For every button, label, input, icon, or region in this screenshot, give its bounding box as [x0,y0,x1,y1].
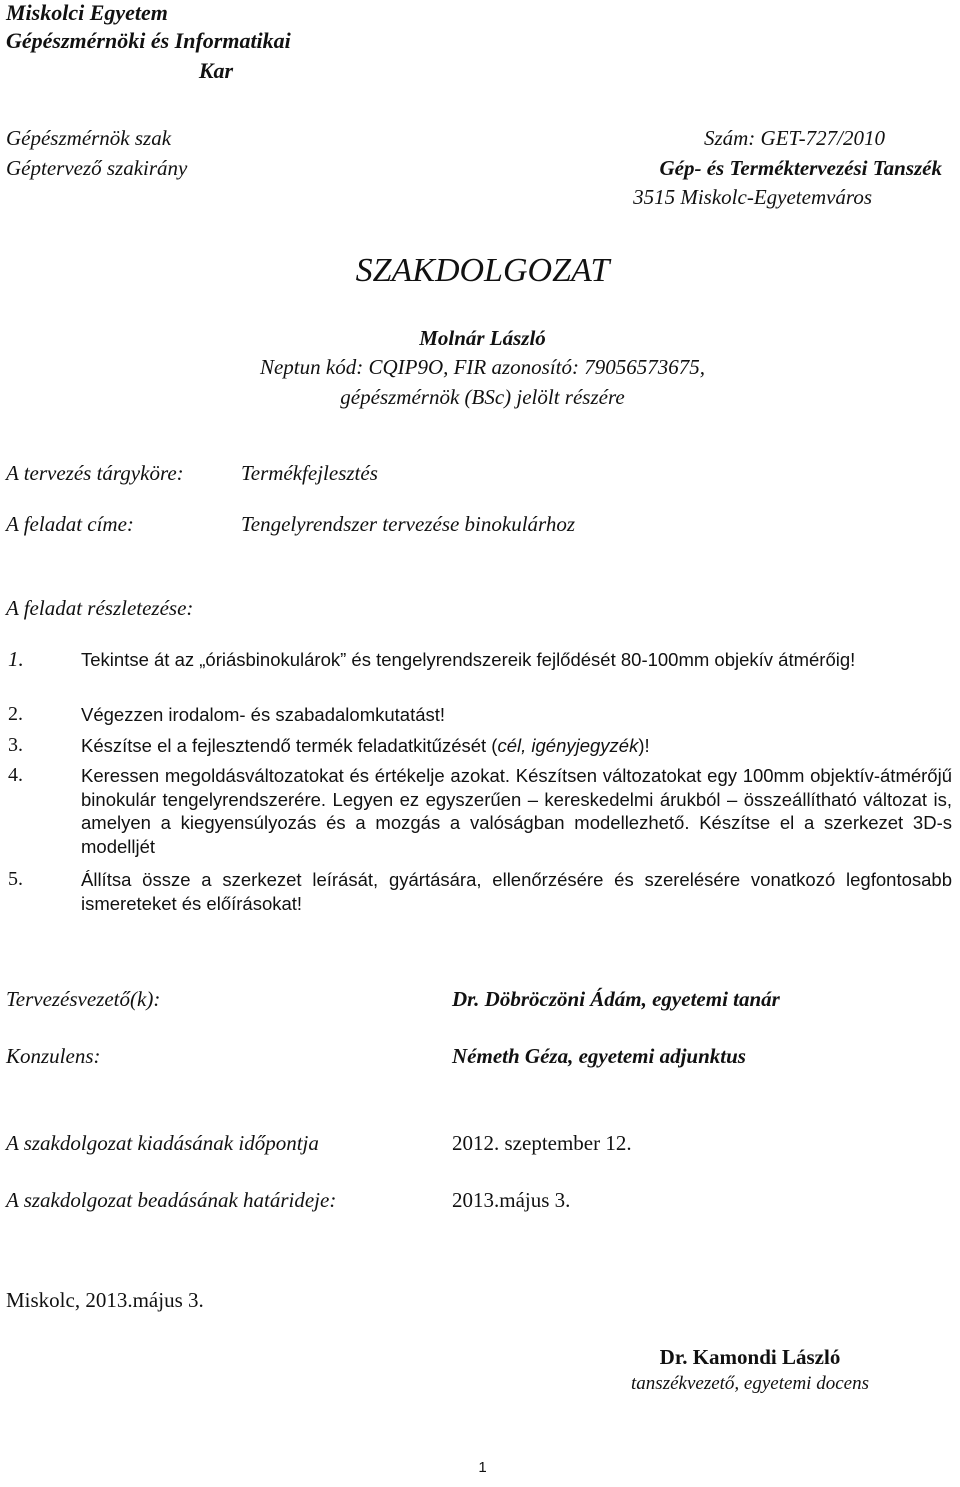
subject-value: Termékfejlesztés [241,461,378,485]
supervisor-label: Tervezésvezető(k): [6,987,161,1011]
student-name: Molnár László [419,326,546,350]
task-number: 2. [8,703,23,725]
signature-name: Dr. Kamondi László [659,1345,841,1369]
task-item [8,734,952,758]
task-title-value: Tengelyrendszer tervezése binokulárhoz [241,512,576,536]
department-name: Gép- és Terméktervezési Tanszék [659,156,942,180]
faculty-name-line1: Gépészmérnöki és Informatikai [6,28,291,53]
task-text: Állítsa össze a szerkezet leírását, gyártására, ellenőrzésére és szerelésére vonatkozó legfontosabb ismereteket és előírásokat! [81,869,952,914]
task-text-part: Készítse el a fejlesztendő termék feladatkitűzését ( [81,735,498,756]
due-date-value: 2013.május 3. [452,1188,571,1212]
task-item [8,703,952,727]
task-text: Tekintse át az „óriásbinokulárok” és tengelyrendszereik fejlődését 80-100mm objekív átmérőig! [81,649,856,670]
consultant-value: Németh Géza, egyetemi adjunktus [452,1044,746,1068]
page-title: SZAKDOLGOZAT [355,252,610,289]
document-number: Szám: GET-727/2010 [703,126,885,150]
supervisor-value: Dr. Döbröczöni Ádám, egyetemi tanár [452,987,780,1011]
task-text-italic: cél, igényjegyzék [497,735,639,756]
student-ids: Neptun kód: CQIP9O, FIR azonosító: 79056573675, [259,355,706,379]
student-role: gépészmérnök (BSc) jelölt részére [340,385,625,409]
task-number: 4. [8,764,23,786]
issue-date-label: A szakdolgozat kiadásának időpontja [6,1131,319,1155]
department-address: 3515 Miskolc-Egyetemváros [633,185,872,209]
due-date-label: A szakdolgozat beadásának határideje: [6,1188,337,1212]
place-date: Miskolc, 2013.május 3. [6,1288,204,1312]
task-number: 1. [8,647,24,671]
issue-date-value: 2012. szeptember 12. [452,1131,632,1155]
task-text [81,734,952,758]
task-item [8,868,952,915]
task-details-label: A feladat részletezése: [6,596,194,620]
program-name: Gépészmérnök szak [6,126,172,150]
university-name: Miskolci Egyetem [6,0,168,25]
specialization-name: Géptervező szakirány [6,156,188,180]
subject-label: A tervezés tárgyköre: [6,461,184,485]
task-number: 3. [8,734,23,756]
task-item [8,764,952,858]
task-item [8,648,952,672]
task-text: Végezzen irodalom- és szabadalomkutatást! [81,704,446,725]
task-text: Keressen megoldásváltozatokat és értékelje azokat. Készítsen változatokat egy 100mm objektív-átmérőjű binokulár tengelyrendszerére. Legyen ez egyszerűen – kereskedelmi árukból – összeállítható változat is, amelyen a kiegyensúlyozás és a mozgás a valóságban modellezhető. Készítse el a szerkezet 3D-s modelljét [81,765,952,857]
task-title-label: A feladat címe: [6,512,134,536]
task-text-part: )! [638,735,650,756]
consultant-label: Konzulens: [6,1044,101,1068]
task-number: 5. [8,868,23,890]
signature-title: tanszékvezető, egyetemi docens [631,1373,869,1394]
faculty-name-line2: Kar [198,58,234,83]
page-number: 1 [478,1459,487,1476]
